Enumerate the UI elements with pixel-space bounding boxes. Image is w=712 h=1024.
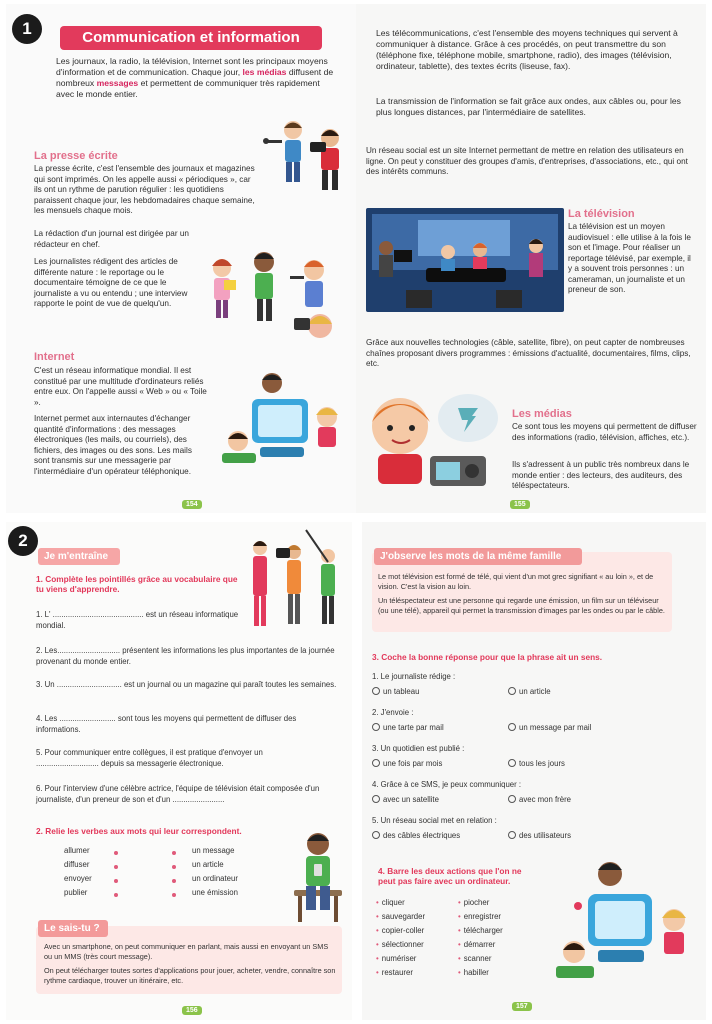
question-text: 5. Un réseau social met en relation : [372, 816, 497, 825]
observe-paragraph-2: Un téléspectateur est une personne qui regarde une émission, un film sur un téléviseur (ou une télé), appareil qui permet la transmission d'images par les ondes ou par le câble. [378, 596, 665, 615]
radio-button[interactable] [372, 723, 380, 731]
je-mentraine-header: Je m'entraîne [38, 548, 120, 565]
exercise-3-question [372, 780, 672, 816]
exercise-1-item-2: 2. Les............................. présentent les informations les plus importantes de la journée provenant du monde entier. [36, 646, 335, 666]
internet-title: Internet [34, 351, 75, 363]
television-paragraph: La télévision est un moyen audiovisuel : elle utilise à la fois le son et l'image. Pour réaliser un reportage télévisé, par exemple, il y a souvent trois personnes : un cameraman, un journaliste et un preneur de son. [568, 222, 691, 294]
medias-title: Les médias [512, 408, 572, 420]
le-sais-tu-header: Le sais-tu ? [38, 920, 108, 937]
question-text: 1. Le journaliste rédige : [372, 672, 456, 681]
action-item[interactable]: • copier-coller [376, 926, 456, 940]
option-b[interactable] [508, 759, 565, 770]
action-item[interactable]: • scanner [458, 954, 538, 968]
kid-radio-illustration [360, 382, 508, 490]
option-label: avec mon frère [519, 794, 572, 804]
option-label: avec un satellite [383, 794, 439, 804]
photo-badge-2: 2 [8, 526, 38, 556]
reporter-kids-illustration [258, 116, 354, 196]
options-row [372, 723, 672, 734]
option-a[interactable] [372, 795, 508, 806]
radio-button[interactable] [508, 795, 516, 803]
option-a[interactable] [372, 687, 508, 698]
observe-header: J'observe les mots de la même famille [374, 548, 582, 565]
internet-paragraph-1: C'est un réseau informatique mondial. Il est constitué par une multitude d'ordinateurs reliés entre eux. On l'appelle aussi « Web » ou « Toile ». [34, 366, 207, 407]
action-item[interactable]: • habiller [458, 968, 538, 982]
connect-dot[interactable] [172, 879, 176, 883]
option-label: un message par mail [519, 722, 592, 732]
tv-studio-illustration [366, 208, 564, 312]
presse-title: La presse écrite [34, 150, 118, 162]
page-number-154: 154 [182, 500, 202, 509]
exercise-3-question [372, 816, 672, 852]
nouns-column [192, 846, 282, 902]
connect-dot[interactable] [172, 851, 176, 855]
noun-dots [172, 851, 176, 897]
question-text: 2. J'envoie : [372, 708, 414, 717]
option-label: un article [519, 686, 551, 696]
exercise-1-item-5: 5. Pour communiquer entre collègues, il est pratique d'envoyer un ............................. depuis sa messagerie électronique. [36, 748, 263, 768]
exercise-2-title: 2. Relie les verbes aux mots qui leur correspondent. [36, 826, 242, 836]
radio-button[interactable] [508, 831, 516, 839]
option-b[interactable] [508, 723, 591, 734]
page-155 [356, 4, 706, 513]
photo-badge-1: 1 [12, 14, 42, 44]
connect-dot[interactable] [114, 879, 118, 883]
observe-paragraph-1: Le mot télévision est formé de télé, qui vient d'un mot grec signifiant « au loin », et de vision. C'est la vision au loin. [378, 572, 654, 591]
television-title: La télévision [568, 208, 635, 220]
page-title: Communication et information [60, 26, 322, 50]
option-a[interactable] [372, 723, 508, 734]
options-row [372, 687, 672, 698]
connect-dot[interactable] [114, 865, 118, 869]
page-156 [6, 522, 352, 1020]
question-text: 4. Grâce à ce SMS, je peux communiquer : [372, 780, 522, 789]
options-row [372, 795, 672, 806]
internet-paragraph-2: Internet permet aux internautes d'échanger quantité d'informations : des messages électroniques (les mails, ou courriels), des fichiers, des images ou des sons. Les mails sont transmis sur une messagerie par l'intermédiaire d'un opérateur téléphonique. [34, 414, 192, 476]
verb-item: publier [64, 888, 88, 897]
page-number-157: 157 [512, 1002, 532, 1011]
connect-dot[interactable] [172, 865, 176, 869]
reseau-social-paragraph: Un réseau social est un site Internet permettant de mettre en relation des utilisateurs en ligne. On peut y constituer des groupes d'amis, d'entreprises, d'associations, etc., qui ont des intérêts communs. [366, 146, 688, 176]
option-label: une fois par mois [383, 758, 443, 768]
options-row [372, 831, 672, 842]
radio-button[interactable] [508, 687, 516, 695]
technologies-paragraph: Grâce aux nouvelles technologies (câble, satellite, fibre), on peut capter de nombreuses chaînes proposant divers programmes : émissions d'actualité, documentaires, films, clips, etc. [366, 338, 691, 368]
presse-paragraph-2: La rédaction d'un journal est dirigée par un rédacteur en chef. [34, 229, 189, 249]
presse-paragraph-3: Les journalistes rédigent des articles de différente nature : le reportage ou le documentaire témoigne de ce que le journaliste a vu ou entendu ; une interview rapporte le point de vue de quelqu'un. [34, 257, 188, 308]
noun-item: une émission [192, 888, 238, 897]
telecom-paragraph-2: La transmission de l'information se fait grâce aux ondes, aux câbles ou, pour les plus longues distances, par l'intermédiaire de satellites. [376, 96, 681, 117]
noun-item: un article [192, 860, 224, 869]
option-b[interactable] [508, 795, 571, 806]
le-sais-tu-paragraph-1: Avec un smartphone, on peut communiquer en parlant, mais aussi en envoyant un SMS ou un MMS (très court message). [44, 942, 329, 961]
exercise-1-item-1: 1. L' .......................................... est un réseau informatique mondial. [36, 610, 239, 630]
medias-paragraph-2: Ils s'adressent à un public très nombreux dans le monde entier : des lecteurs, des auditeurs, des téléspectateurs. [512, 460, 690, 490]
connect-dot[interactable] [114, 893, 118, 897]
radio-button[interactable] [508, 723, 516, 731]
exercise-3-question [372, 744, 672, 780]
action-item[interactable]: • restaurer [376, 968, 456, 982]
presse-paragraph-1: La presse écrite, c'est l'ensemble des journaux et magazines qui sont imprimés. On les appelle aussi « périodiques », car ils ont un rythme de parution régulier : les quotidiens paraissent chaque jour, les hebdomadaires chaque semaine, les mensuels chaque mois. [34, 164, 255, 215]
computer-kids-illustration [212, 369, 352, 479]
option-label: une tarte par mail [383, 722, 444, 732]
option-label: un tableau [383, 686, 420, 696]
verb-item: envoyer [64, 874, 92, 883]
exercise-1-title: 1. Complète les pointillés grâce au vocabulaire que tu viens d'apprendre. [36, 574, 238, 595]
option-a[interactable] [372, 759, 508, 770]
action-item[interactable]: • piocher [458, 898, 538, 912]
noun-item: un message [192, 846, 235, 855]
options-row [372, 759, 672, 770]
option-label: tous les jours [519, 758, 565, 768]
exercise-1-item-3: 3. Un .............................. est un journal ou un magazine qui paraît toutes les semaines. [36, 680, 337, 689]
action-item[interactable]: • télécharger [458, 926, 538, 940]
radio-button[interactable] [372, 795, 380, 803]
exercise-3-question [372, 672, 672, 708]
exercise-4-title: 4. Barre les deux actions que l'on ne peut pas faire avec un ordinateur. [378, 866, 522, 887]
exercise-3-question [372, 708, 672, 744]
radio-button[interactable] [372, 831, 380, 839]
verb-item: diffuser [64, 860, 90, 869]
option-b[interactable] [508, 831, 571, 842]
action-item[interactable]: • démarrer [458, 940, 538, 954]
page-157 [362, 522, 706, 1020]
action-item[interactable]: • sélectionner [376, 940, 456, 954]
exercise-1-item-4: 4. Les .......................... sont tous les moyens qui permettent de diffuser des informations. [36, 714, 297, 734]
option-label: des câbles électriques [383, 830, 461, 840]
radio-button[interactable] [372, 759, 380, 767]
intro-text: Les journaux, la radio, la télévision, Internet sont les principaux moyens d'information et de communication. Chaque jour, les médias diffusent de nombreux messages et permettent de communiquer très rapidement avec le monde entier. [56, 56, 334, 99]
question-text: 3. Un quotidien est publié : [372, 744, 465, 753]
journalists-illustration [202, 244, 352, 354]
page-154 [6, 4, 356, 513]
actions-left-column [376, 898, 456, 982]
verb-dots [114, 851, 118, 897]
option-b[interactable] [508, 687, 551, 698]
connect-dot[interactable] [114, 851, 118, 855]
exercise-1-item-6: 6. Pour l'interview d'une célèbre actrice, l'équipe de télévision était composée d'un journaliste, d'un preneur de son et d'un ........................ [36, 784, 320, 804]
boy-phone-illustration [288, 830, 348, 926]
action-item[interactable]: • cliquer [376, 898, 456, 912]
radio-button[interactable] [372, 687, 380, 695]
verbs-column [64, 846, 134, 902]
exercise-3-title: 3. Coche la bonne réponse pour que la phrase ait un sens. [372, 652, 603, 662]
action-item[interactable]: • enregistrer [458, 912, 538, 926]
radio-button[interactable] [508, 759, 516, 767]
le-sais-tu-paragraph-2: On peut télécharger toutes sortes d'applications pour jouer, acheter, vendre, connaître son rythme cardiaque, trouver un itinéraire, etc. [44, 966, 336, 985]
verb-item: allumer [64, 846, 90, 855]
film-crew-illustration [246, 526, 344, 634]
action-item[interactable]: • numériser [376, 954, 456, 968]
actions-right-column [458, 898, 538, 982]
action-item[interactable]: • sauvegarder [376, 912, 456, 926]
telecom-paragraph-1: Les télécommunications, c'est l'ensemble des moyens techniques qui servent à communiquer à distance. Grâce à ces procédés, on peut transmettre du son (téléphone fixe, téléphone mobile, smartphone, radio), des images (télévision, ordinateur, tablette), des textes écrits (liseuse, fax). [376, 28, 678, 71]
option-label: des utilisateurs [519, 830, 572, 840]
page-number-156: 156 [182, 1006, 202, 1015]
noun-item: un ordinateur [192, 874, 238, 883]
page-number-155: 155 [510, 500, 530, 509]
option-a[interactable] [372, 831, 508, 842]
connect-dot[interactable] [172, 893, 176, 897]
exercise-3-list [372, 672, 672, 852]
medias-paragraph-1: Ce sont tous les moyens qui permettent de diffuser des informations (radio, télévision, affiches, etc.). [512, 422, 697, 442]
kids-computer-illustration [548, 852, 698, 992]
